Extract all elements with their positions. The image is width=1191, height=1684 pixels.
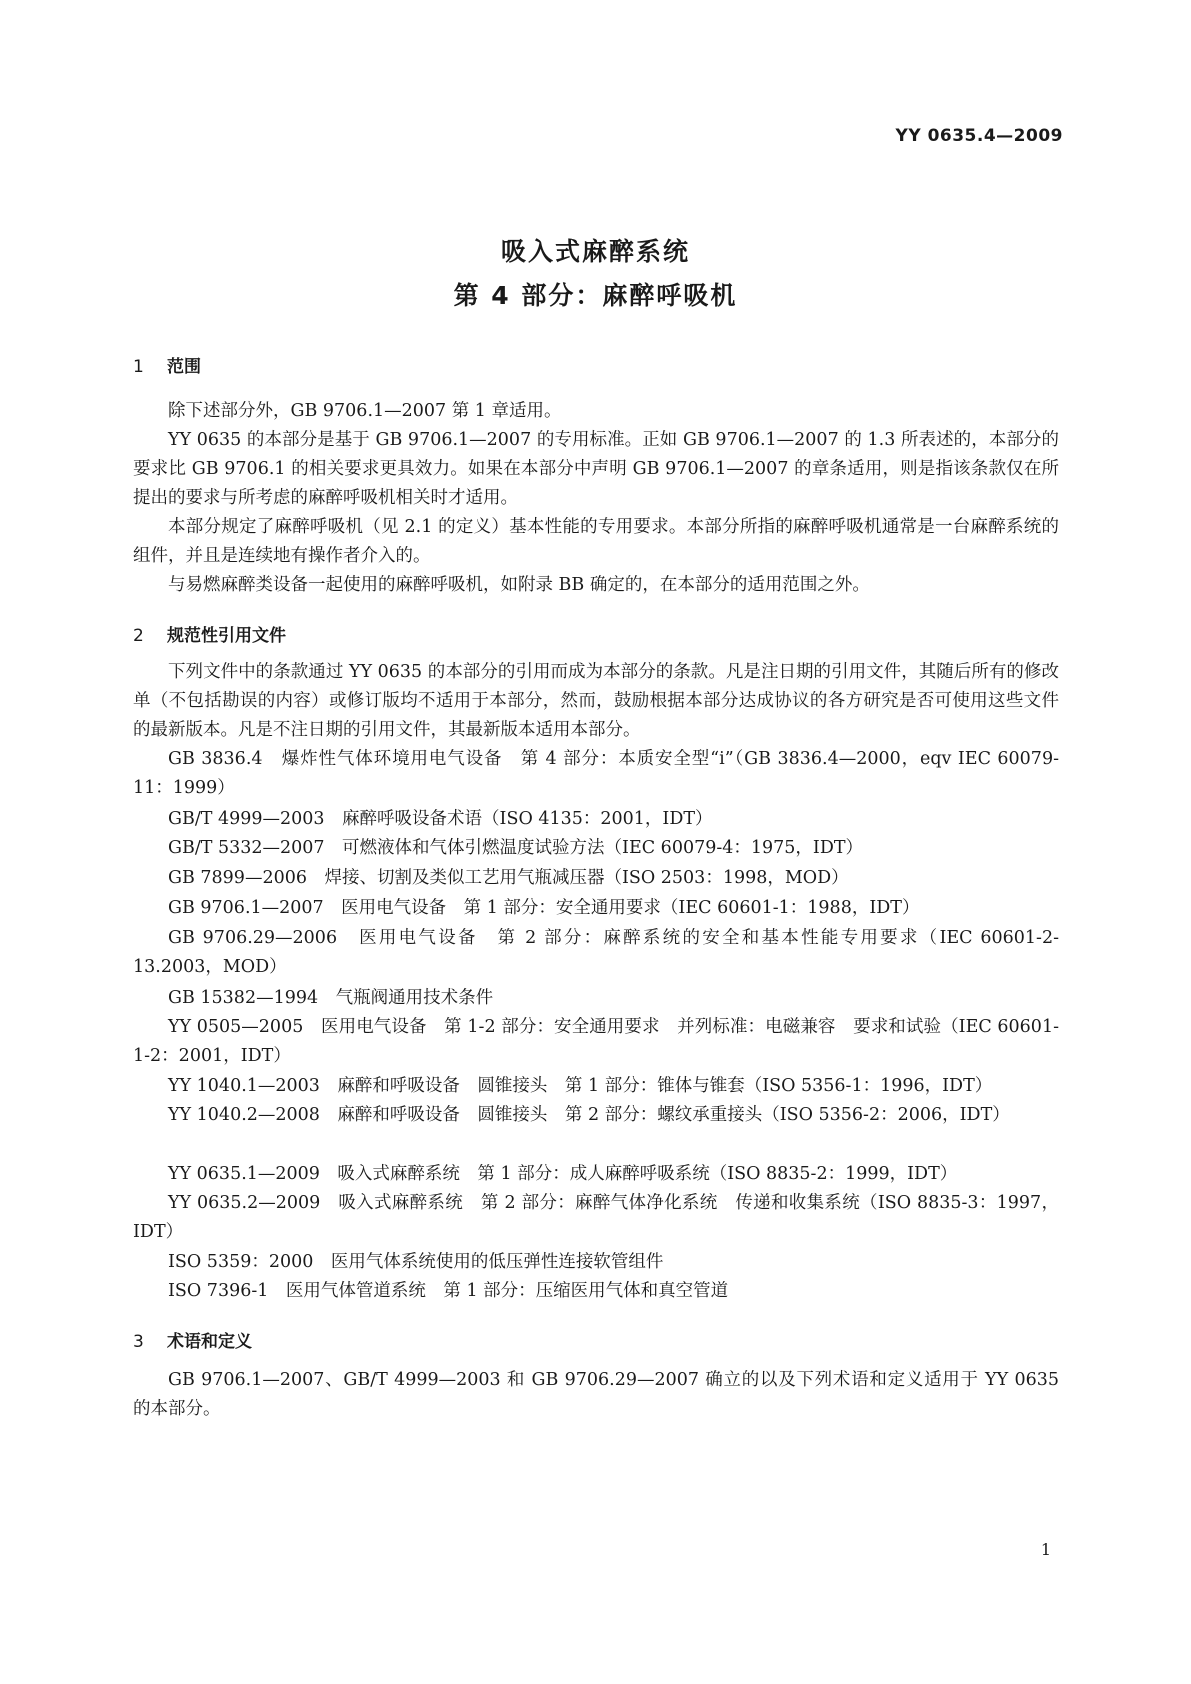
reference-item: GB 15382—1994 气瓶阀通用技术条件 <box>168 988 494 1008</box>
section-number: 2 <box>133 626 144 646</box>
paragraph: 本部分规定了麻醉呼吸机（见 2.1 的定义）基本性能的专用要求。本部分所指的麻醉呼吸机通常是一台麻醉系统的组件，并且是连续地有操作者介入的。 <box>133 517 1059 566</box>
paragraph: YY 0635 的本部分是基于 GB 9706.1—2007 的专用标准。正如 GB 9706.1—2007 的 1.3 所表述的，本部分的要求比 GB 9706.1 的相关要求更具效力。如果在本部分中声明 GB 9706.1—2007 的章条适用，则是指该条款仅在所提出的要求与所考虑的麻醉呼吸机相关时才适用。 <box>133 430 1059 508</box>
reference-item: YY 1040.2—2008 麻醉和呼吸设备 圆锥接头 第 2 部分：螺纹承重接头（ISO 5356-2：2006，IDT） <box>168 1105 1010 1125</box>
reference-item: ISO 7396-1 医用气体管道系统 第 1 部分：压缩医用气体和真空管道 <box>168 1281 729 1301</box>
section-number: 3 <box>133 1332 144 1352</box>
document-title-line1: 吸入式麻醉系统 <box>500 237 690 266</box>
reference-item: GB 7899—2006 焊接、切割及类似工艺用气瓶减压器（ISO 2503：1998，MOD） <box>168 868 849 888</box>
paragraph: 除下述部分外，GB 9706.1—2007 第 1 章适用。 <box>168 401 562 421</box>
reference-item: GB 3836.4 爆炸性气体环境用电气设备 第 4 部分：本质安全型“i”（GB 3836.4—2000，eqv IEC 60079-11：1999） <box>133 749 1059 798</box>
paragraph: 下列文件中的条款通过 YY 0635 的本部分的引用而成为本部分的条款。凡是注日期的引用文件，其随后所有的修改单（不包括勘误的内容）或修订版均不适用于本部分，然而，鼓励根据本部分达成协议的各方研究是否可使用这些文件的最新版本。凡是不注日期的引用文件，其最新版本适用本部分。 <box>133 662 1059 740</box>
reference-item: GB/T 5332—2007 可燃液体和气体引燃温度试验方法（IEC 60079-4：1975，IDT） <box>168 838 864 858</box>
reference-item: YY 1040.1—2003 麻醉和呼吸设备 圆锥接头 第 1 部分：锥体与锥套（ISO 5356-1：1996，IDT） <box>168 1076 993 1096</box>
reference-item: ISO 5359：2000 医用气体系统使用的低压弹性连接软管组件 <box>168 1252 664 1272</box>
reference-item: YY 0635.2—2009 吸入式麻醉系统 第 2 部分：麻醉气体净化系统 传递和收集系统（ISO 8835-3：1997，IDT） <box>133 1193 1059 1242</box>
reference-item: GB 9706.1—2007 医用电气设备 第 1 部分：安全通用要求（IEC 60601-1：1988，IDT） <box>168 898 920 918</box>
paragraph: GB 9706.1—2007、GB/T 4999—2003 和 GB 9706.29—2007 确立的以及下列术语和定义适用于 YY 0635 的本部分。 <box>133 1370 1059 1419</box>
reference-item: YY 0505—2005 医用电气设备 第 1-2 部分：安全通用要求 并列标准：电磁兼容 要求和试验（IEC 60601-1-2：2001，IDT） <box>133 1017 1059 1066</box>
reference-item: GB/T 4999—2003 麻醉呼吸设备术语（ISO 4135：2001，IDT） <box>168 809 713 829</box>
section-title: 范围 <box>167 357 201 377</box>
document-title-line2: 第 4 部分：麻醉呼吸机 <box>453 281 738 310</box>
section-heading-terms-definitions <box>133 1327 252 1352</box>
section-heading-normative-references <box>133 621 286 646</box>
reference-item: YY 0635.1—2009 吸入式麻醉系统 第 1 部分：成人麻醉呼吸系统（ISO 8835-2：1999，IDT） <box>168 1164 958 1184</box>
page-number: 1 <box>1040 1540 1051 1559</box>
standard-code: YY 0635.4—2009 <box>895 126 1063 146</box>
section-title: 规范性引用文件 <box>167 626 286 646</box>
section-title: 术语和定义 <box>167 1332 252 1352</box>
paragraph: 与易燃麻醉类设备一起使用的麻醉呼吸机，如附录 BB 确定的，在本部分的适用范围之外。 <box>168 575 870 595</box>
section-number: 1 <box>133 357 144 377</box>
reference-item: GB 9706.29—2006 医用电气设备 第 2 部分：麻醉系统的安全和基本性能专用要求（IEC 60601-2-13.2003，MOD） <box>133 928 1059 977</box>
section-heading-scope <box>133 352 201 377</box>
